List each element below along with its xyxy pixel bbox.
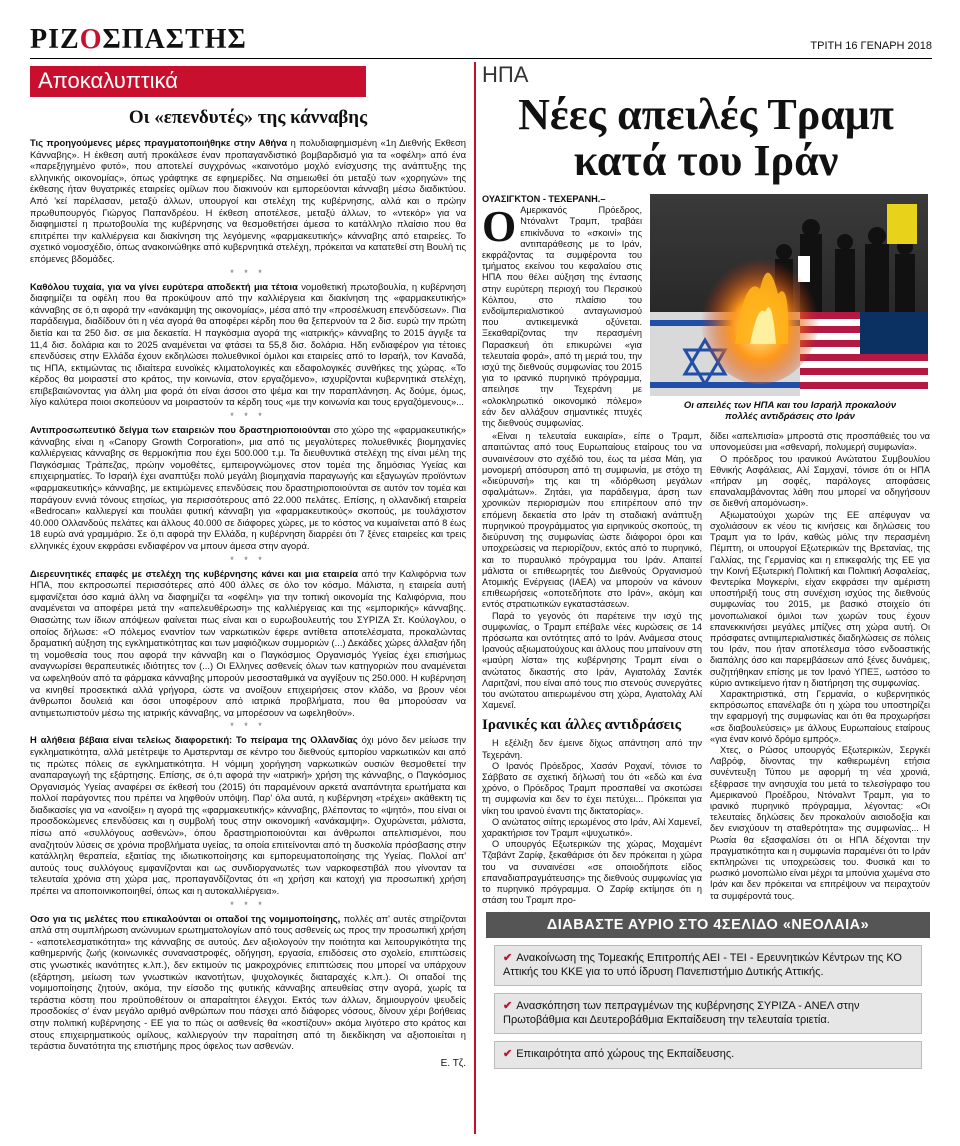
- separator: * * *: [230, 554, 266, 565]
- promo-item: ✔ Ανασκόπηση των πεπραγμένων της κυβέρνησης ΣΥΡΙΖΑ - ΑΝΕΛ στην Πρωτοβάθμια και Δευτεροβάθμια Εκπαίδευση την τελευταία τριετία.: [494, 993, 922, 1034]
- paragraph: Τις προηγούμενες μέρες πραγματοποιήθηκε στην Αθήνα η πολυδιαφημισμένη «1η Διεθνής Εκθεση Κάνναβης». Η έκθεση αυτή προκάλεσε έναν προπαγανδιστικό βομβαρδισμό για τα «οφέλη» από ένα «παρεξηγημένο φυτό», που αποτελεί συγχρόνως «καινοτόμο μοχλό ενίσχυσης της ανάπτυξης της ελληνικής οικονομίας», όπως γράφτηκε σε εφημερίδες. Να σημειωθεί ότι μεταξύ των «χορηγών» της έκθεσης ήταν θυγατρικές εταιρείες ομίλων που διακινούν και εμπορεύονται κάνναβη μέσω διαδικτύου. Από 'κεί παρέλασαν, μεταξύ άλλων, υπουργοί και στελέχη της κυβέρνησης, αλλά και ο πρώην πρωθυπουργός Γιώργος Παπανδρέου. Η έκθεση αποτέλεσε, μεταξύ άλλων, το «ντεκόρ» για να διαφημιστεί η πρωτοβουλία της κυβέρνησης να θεσμοθετήσει άμεσα το κατάλληλο πλαίσιο που θα επιτρέπει την καλλιέργεια και διακίνηση της λεγόμενης «φαρμακευτικής» κάνναβης από εταιρείες. Το σχετικό νομοσχέδιο, όπως ανακοινώθηκε από κυβερνητικά στελέχη, πρόκειται να κατατεθεί στη Βουλή τις επόμενες βδομάδες.: [30, 137, 466, 264]
- section-banner: Αποκαλυπτικά: [30, 66, 366, 97]
- column-right: [710, 431, 930, 906]
- paragraph: Ο υπουργός Εξωτερικών της χώρας, Μοχαμέντ Τζαβάντ Ζαρίφ, ξεκαθάρισε ότι δεν πρόκειται η χώρα του να συναινέσει «σε οποιοδήποτε είδος επαναδιαπραγμάτευσης» της διεθνούς συμφωνίας για το πυρηνικό πρόγραμμα. Ο Ζαρίφ εκτίμησε ότι η στάση του Τραμπ προ-: [482, 839, 702, 906]
- masthead: ΡΙΖΟΣΠΑΣΤΗΣ: [30, 24, 247, 55]
- paragraph: Παρά το γεγονός ότι παρέτεινε την ισχύ της συμφωνίας, ο Τραμπ επέβαλε νέες κυρώσεις σε 14 πρόσωπα και οντότητες από το Ιράν. Ανάμεσα στους Ιρανούς αξιωματούχους και άλλους που μπαίνουν στη «μαύρη λίστα» της κυβέρνησης Τραμπ είναι ο ανώτατος δικαστής στο Ιράν, Αγιατολάχ Σαντέκ Λαριτζανί, που είναι από τους πιο στενούς συνεργάτες του ανώτατου αιτιερωμένου στη χώρα, Αγιατολάχ Αλί Χαμενεΐ.: [482, 610, 702, 711]
- paragraph: Καθόλου τυχαία, για να γίνει ευρύτερα αποδεκτή μια τέτοια νομοθετική πρωτοβουλία, η κυβέρνηση διαφημίζει τα οφέλη που θα προκύψουν από την καλλιέργεια και διακίνηση της «φαρμακευτικής» κάνναβης σε ό,τι αφορά την «ανάκαμψη της οικονομίας», μέσα από την «προσέλκυση επενδύσεων». Πια παράδειγμα, διαδίδουν ότι η νέα αγορά θα αποφέρει κέρδη που θα ξεπερνούν τα 2 δισ. ευρώ την πρώτη διετία και τα 250 δισ. σε μια δεκαετία. Η παγκόσμια αγορά της «ιατρικής» κάνναβης το 2015 άγγιξε τα 11,4 δισ. δολάρια και το 2025 αναμένεται να φτάσει τα 55,8 δισ. δολάρια. Ηδη ενδιαφέρον για τέτοιες επενδύσεις στην Ελλάδα έχουν εκδηλώσει πολυεθνικοί όμιλοι και εταιρείες από το Ισραήλ, τον Καναδά, τις ΗΠΑ, εκτιμώντας τις ιδιαίτερα ευνοϊκές κλιματολογικές και εδαφολογικές συνθήκες της χώρας. «Το κέρδος θα μοιραστεί στο κράτος, την κοινωνία, στον εργαζόμενο», ισχυρίζονται κυβερνητικά στελέχη, επιβεβαιώνοντας για άλλη μια φορά ότι είναι άσσοι στο ψέμα και την παραπλάνηση. Ας δούμε, όμως, λίγο καλύτερα ποιοι σκοπεύουν να μοιραστούν τα κέρδη τους «με την κοινωνία και τους εργαζόμενους»...: [30, 280, 467, 408]
- author-signature: Ε. Τζ.: [440, 1057, 466, 1069]
- paragraph: Αντιπροσωπευτικό δείγμα των εταιρειών που δραστηριοποιούνται στο χώρο της «φαρμακευτικής» κάνναβης είναι η «Canopy Growth Corporation», μια από τις μεγαλύτερες πολυεθνικές βιομηχανίες καλλιέργειας κάνναβης σε θερμοκήπια που έχει 500.000 τ.μ. Τα διευθυντικά στελέχη της είναι μέλη της Παγκόσμιας Τράπεζας, πρώην νομοθέτες, εμπειρογνώμονες στον τομέα της δημόσιας Υγείας και επιχειρηματίες. Το Ισραήλ έχει αναπτύξει πολύ μεγάλη βιομηχανία παραγωγής και εξαγωγών προϊόντων «φαρμακευτικής» κάνναβης, με εκτιμώμενες επενδύσεις που δραστηριοποιούνται σε αυτόν τον τομέα και παράγουν εννιά τόνους ετησίως, για περισσότερους από 22.000 πελάτες. Επίσης, η ολλανδική εταιρεία «Bedrocan» καλλιεργεί και πουλάει φυτική κάνναβη για «φαρμακευτικούς» σκοπούς, με τουλάχιστον 40.000 Ολλανδούς πελάτες και άλλους 40.000 σε διάφορες χώρες, με το κόστος να κυμαίνεται από 8 έως 18 ευρώ ανά γραμμάριο. Σε ό,τι αφορά την Ελλάδα, η κυβέρνηση διαρρέει ότι 7 ξένες εταιρείες και τρεις ελληνικές έχουν εκφράσει ενδιαφέρον να μπουν άμεσα στην αγορά.: [30, 424, 467, 551]
- separator: * * *: [230, 899, 266, 910]
- kicker: ΗΠΑ: [482, 62, 529, 87]
- paragraph: Οσο για τις μελέτες που επικαλούνται οι οπαδοί της νομιμοποίησης, πολλές απ' αυτές στηρίζονται απλά στη συμπλήρωση ανώνυμων ερωτηματολογίων από τους ασθενείς ως προς την προσωπική χρήση - «αποτελεσματικότητα» της κάνναβης σε αυτούς. Δεν αξιολογούν την ποιότητα και λειτουργικότητα της καθημερινής ζωής (κοινωνικές συναναστροφές, οδήγηση, εργασία, επιδόσεις στο σχολείο, επιπτώσεις στις γνωστικές ικανότητες κ.λπ.), δεν εκτιμούν τις μακροχρόνιες επιπτώσεις που μπορεί να υπάρχουν (εξάρτηση, μείωση των γνωστικών ικανοτήτων, ψυχολογικές διαταραχές κ.λπ.). Οι οπαδοί της νομιμοποίησης ζητούν, ακόμα, την είσοδο της φυτικής κάνναβης απευθείας στην αγορά, χωρίς τα τεράστια κόστη που προϋποθέτουν οι απαραίτητοι έλεγχοι. Εκτός των άλλων, δημιουργούν ψευδείς προσδοκίες σ' έναν μεγάλο αριθμό ανθρώπων που πάσχει από διάφορες νόσους, δίνουν χέρι βοήθειας στην πολιτική κυβέρνησης - ΕΕ για το πώς οι ασθενείς θα «κοστίζουν» ακόμα λιγότερο στο κράτος και στους επιχειρηματικούς ομίλους, καλλιεργούν την παραίτηση από τη διεκδίκηση να αξιοποιείται η τεράστια δυνατότητα της επιστήμης προς όφελος των ασθενών.: [30, 912, 467, 1052]
- paragraph-rest: όχι μόνο δεν μείωσε την εγκληματικότητα, αλλά μετέτρεψε το Αμστερνταμ σε κέντρο του διεθνούς εμπορίου ναρκωτικών και από τις πρώτες πόλεις σε εγκληματικότητα. Η νόμιμη χορήγηση ναρκωτικών ουσιών θεσμοθετεί την αναπαραγωγή της εξάρτησης. Επίσης, σε ό,τι αφορά την «ιατρική» χρήση της κάνναβης, ο Παγκόσμιος Οργανισμός Υγείας αναφέρει σε έκθεσή του (2015) ότι παραμένουν αρκετά αναπάντητα ερωτήματα και πολλοί παράγοντες που πρέπει να ληφθούν υπόψη. Παρ' όλα αυτά, η κυβέρνηση «τρέχει» ακάθεκτη τις διαδικασίες για να «ανοίξει» η αγορά της «φαρμακευτικής» κάνναβης, βλέποντας το «ψητό», που είναι οι προσδοκώμενες επενδύσεις και η συμβολή τους στην οικονομική «ανάκαμψη». Οχυρώνεται, μάλιστα, πίσω από «συλλόγους ασθενών», όπου δραστηριοποιούνται και άνθρωποι απελπισμένοι, που αναζητούν λύσεις σε χρόνια προβλήματα υγείας, τα οποία επιτείνονται από τη δυσκολία πρόσβασης στην κατάλληλη θεραπεία, εξαιτίας της ιδιωτικοποίησης και εμπορευματοποίησης της Υγείας. Πολλοί απ' αυτούς τους συλλόγους εμφανίζονται και ως συνδιοργανωτές των ναρκοφεστιβάλ που γίνονταν τα τελευταία χρόνια στη χώρα μας, προπαγανδίζοντας ότι «η χρήση και κατοχή για προσωπική χρήση πρέπει να αποποινικοποιηθεί, όπως και η αυτοκαλλιέργεια».: [30, 734, 467, 897]
- column-1: [482, 194, 642, 429]
- paragraph-rest: η πολυδιαφημισμένη «1η Διεθνής Εκθεση Κάνναβης». Η έκθεση αυτή προκάλεσε έναν προπαγανδιστικό βομβαρδισμό για τα «οφέλη» από ένα «παρεξηγημένο φυτό», που αποτελεί συγχρόνως «καινοτόμο μοχλό ενίσχυσης της ανάπτυξης της ελληνικής οικονομίας», όπως γράφτηκε σε εφημερίδες. Να σημειωθεί ότι μεταξύ των «χορηγών» της έκθεσης ήταν θυγατρικές εταιρείες ομίλων που διακινούν και εμπορεύονται κάνναβη μέσω διαδικτύου. Από 'κεί παρέλασαν, μεταξύ άλλων, υπουργοί και στελέχη της κυβέρνησης, αλλά και ο πρώην πρωθυπουργός Γιώργος Παπανδρέου. Η έκθεση αποτέλεσε, μεταξύ άλλων, το «ντεκόρ» για να διαφημιστεί η πρωτοβουλία της κυβέρνησης να θεσμοθετήσει άμεσα το κατάλληλο πλαίσιο που θα επιτρέπει την καλλιέργεια και διακίνηση της λεγόμενης «φαρμακευτικής» κάνναβης από εταιρείες. Το σχετικό νομοσχέδιο, όπως ανακοινώθηκε από κυβερνητικά στελέχη, πρόκειται να κατατεθεί στη Βουλή τις επόμενες βδομάδες.: [30, 137, 466, 264]
- photo-caption: Οι απειλές των ΗΠΑ και του Ισραήλ προκαλούν πολλές αντιδράσεις στο Ιράν: [683, 400, 897, 422]
- lead-paragraph: Ο Αμερικανός Πρόεδρος, Ντόναλντ Τραμπ, τραβάει επικίνδυνα το «σκοινί» της αντιπαράθεσης με το Ιράν, εκφράζοντας τα συμφέροντα του τμήματος εκείνου του κεφαλαίου στις ΗΠΑ που θέλει αύξηση της έντασης στην ευρύτερη περιοχή του Περσικού Κόλπου, στο πλαίσιο του ενδοϊμπεριαλιστικού ανταγωνισμού που αντικειμενικά οξύνεται. Ξεκαθαρίζοντας την περασμένη Παρασκευή ότι επικυρώνει «για τελευταία φορά», από τη μεριά του, την ισχύ της διεθνούς συμφωνίας του 2015 για το ιρανικό πυρηνικό πρόγραμμα, απειλησε την Τεχεράνη με «ολοκληρωτικό οικονομικό πόλεμο» εάν δεν αλλάξουν σημαντικές πτυχές της διεθνούς συμφωνίας.: [482, 202, 642, 429]
- article-title: Οι «επενδυτές» της κάνναβης: [128, 107, 368, 128]
- promo-box: [486, 912, 930, 1076]
- check-icon: ✔: [503, 1000, 513, 1012]
- top-rule: [30, 58, 932, 59]
- paragraph: Ο ανώτατος σιίτης ιερωμένος στο Ιράν, Αλί Χαμενεΐ, χαρακτήρισε τον Τραμπ «ψυχωτικό».: [482, 816, 702, 838]
- column-left: [482, 431, 702, 906]
- paragraph: Αξιωματούχοι χωρών της ΕΕ απέφυγαν να σχολιάσουν εκ νέου τις κινήσεις και δηλώσεις του Τραμπ για το Ιράν, καθώς μόλις την περασμένη Πέμπτη, οι υπουργοί Εξωτερικών της Βρετανίας, της Γαλλίας, της Γερμανίας και η επικεφαλής της ΕΕ για την Κοινή Εξωτερική Πολιτική και Πολιτική Ασφαλείας, Φεντερίκα Μογκερίνι, είχαν εκφράσει την αμέριστη υποστήριξή τους στη συνέχιση ισχύος της διεθνούς συμφωνίας του 2015, με βασικό στοιχείο ότι μονοπωλιακοί όμιλοι των χωρών τους έχουν επανεκκινήσει μεγάλες μπίζνες στη χώρα αυτή. Οι πρόσφατες αντιιμπεριαλιστικές διαδηλώσεις σε πόλεις του Ιράν, που ήταν αποτέλεσμα τόσο ενδοαστικής διαπάλης όσο και παρεμβάσεων από ξένες δυνάμεις, συζητήθηκαν επίσης με τον Ιρανό ΥΠΕΞ, ωστόσο το κύριο αντικείμενο ήταν η διατήρηση της συμφωνίας.: [710, 509, 930, 688]
- right-article: [482, 62, 930, 906]
- paragraph: Η αλήθεια βέβαια είναι τελείως διαφορετική: Το πείραμα της Ολλανδίας όχι μόνο δεν μείωσε την εγκληματικότητα, αλλά μετέτρεψε το Αμστερνταμ σε κέντρο του διεθνούς εμπορίου ναρκωτικών και από τις πρώτες πόλεις σε εγκληματικότητα. Η νόμιμη χορήγηση ναρκωτικών ουσιών θεσμοθετεί την αναπαραγωγή της εξάρτησης. Επίσης, σε ό,τι αφορά την «ιατρική» χρήση της κάνναβης, ο Παγκόσμιος Οργανισμός Υγείας αναφέρει σε έκθεσή του (2015) ότι παραμένουν αρκετά αναπάντητα ερωτήματα και πολλοί παράγοντες που πρέπει να ληφθούν υπόψη. Παρ' όλα αυτά, η κυβέρνηση «τρέχει» ακάθεκτη τις διαδικασίες για να «ανοίξει» η αγορά της «φαρμακευτικής» κάνναβης, βλέποντας το «ψητό», που είναι οι προσδοκώμενες επενδύσεις και η συμβολή τους στην οικονομική «ανάκαμψη». Οχυρώνεται, μάλιστα, πίσω από «συλλόγους ασθενών», όπου δραστηριοποιούνται και άνθρωποι απελπισμένοι, που αναζητούν λύσεις σε χρόνια προβλήματα υγείας, τα οποία επιτείνονται από τη δυσκολία πρόσβασης στην κατάλληλη θεραπεία, εξαιτίας της ιδιωτικοποίησης και εμπορευματοποίησης της Υγείας. Πολλοί απ' αυτούς τους συλλόγους εμφανίζονται και ως συνδιοργανωτές των ναρκοφεστιβάλ που γίνονταν τα τελευταία χρόνια στη χώρα μας, προπαγανδίζοντας ότι «η χρήση και κατοχή για προσωπική χρήση πρέπει να αποποινικοποιηθεί, όπως και η αυτοκαλλιέργεια».: [30, 734, 467, 897]
- paragraph-rest: από την Καλιφόρνια των ΗΠΑ, που εκπροσωπεί περισσότερες από 400 άλλες σε όλο τον κόσμο. Μάλιστα, η εταιρεία αυτή εμφανίζεται όσο καμιά άλλη να διαφημίζει τα «οφέλη» για την τοπική οικονομία της Καλιφόρνια, που αναμένεται να αποφέρει μετά την «απελευθέρωση» της καλλιέργειας και της «εμπορικής» κάνναβης. Θιασώτης των ίδιων απόψεων φαίνεται πως είναι και ο ευρωβουλευτής του ΣΥΡΙΖΑ Στ. Κούλογλου, ο οποίος δήλωσε: «Ο πόλεμος εναντίον των ναρκωτικών έφερε αντίθετα αποτελέσματα, προκαλώντας δραματική αύξηση της εγκληματικότητας και των μαφιόζικων συμμοριών (...) Δεκάδες χώρες άλλαξαν ήδη τη νομοθεσία τους που αφορά την κάνναβη και ο Παγκόσμιος Οργανισμός Υγείας έχει επισήμως αναγνωρίσει θεραπευτικές ιδιότητες τον (...) Οι Ελληνες ασθενείς όλων των κατηγοριών που αναμένεται να ωφεληθούν από τα φάρμακα κάνναβης μπορούν μεσοσταθμικά να αγγίξουν τις 250.000. Η κυβέρνηση να κινηθεί προσεκτικά αλλά γρήγορα, ώστε να ανοίξουν επιχειρήσεις στον κλάδο, να βρουν νέοι άνθρωποι δουλειά και όσοι υποφέρουν από ιατρικά προβλήματα, που θα μπορούσαν να αντιμετωπιστούν μέσω της ιατρικής κάνναβης, να μπορέσουν να ωφεληθούν».: [30, 567, 466, 718]
- check-icon: ✔: [503, 1048, 513, 1060]
- paragraph-rest: στο χώρο της «φαρμακευτικής» κάνναβης είναι η «Canopy Growth Corporation», μια από τις μεγαλύτερες πολυεθνικές βιομηχανίες καλλιέργειας κάνναβης σε θερμοκήπια που έχει 500.000 τ.μ. Τα διευθυντικά στελέχη της είναι μέλη της Παγκόσμιας Τράπεζας, πρώην νομοθέτες, εμπειρογνώμονες στον τομέα της δημόσιας Υγείας και επιχειρηματίες. Το Ισραήλ έχει αναπτύξει πολύ μεγάλη βιομηχανία παραγωγής και εξαγωγών προϊόντων «φαρμακευτικής» κάνναβης, με εκτιμώμενες επενδύσεις που δραστηριοποιούνται σε αυτόν τον τομέα και παράγουν εννιά τόνους ετησίως, για περισσότερους από 22.000 πελάτες. Επίσης, η ολλανδική εταιρεία «Bedrocan» καλλιεργεί και πουλάει φυτική κάνναβη για «φαρμακευτικούς» σκοπούς, με τουλάχιστον 40.000 Ολλανδούς πελάτες και άλλους 40.000 σε διάφορες χώρες, με το κόστος να κυμαίνεται από 8 έως 18 ευρώ ανά γραμμάριο. Σε ό,τι αφορά την Ελλάδα, η κυβέρνηση διαρρέει ότι 7 ξένες εταιρείες και τρεις ελληνικές έχουν εκφράσει ενδιαφέρον να μπουν άμεσα στην αγορά.: [30, 424, 467, 551]
- paragraph-rest: νομοθετική πρωτοβουλία, η κυβέρνηση διαφημίζει τα οφέλη που θα προκύψουν από την καλλιέργεια και διακίνηση της «φαρμακευτικής» κάνναβης σε ό,τι αφορά την «ανάκαμψη της οικονομίας», μέσα από την «προσέλκυση επενδύσεων». Πια παράδειγμα, διαδίδουν ότι η νέα αγορά θα αποφέρει κέρδη που θα ξεπερνούν τα 2 δισ. ευρώ την πρώτη διετία και τα 250 δισ. σε μια δεκαετία. Η παγκόσμια αγορά της «ιατρικής» κάνναβης το 2015 άγγιξε τα 11,4 δισ. δολάρια και το 2025 αναμένεται να φτάσει τα 55,8 δισ. δολάρια. Ηδη ενδιαφέρον για τέτοιες επενδύσεις στην Ελλάδα έχουν εκδηλώσει πολυεθνικοί όμιλοι και εταιρείες από το Ισραήλ, τον Καναδά, τις ΗΠΑ, εκτιμώντας τις ιδιαίτερα ευνοϊκές κλιματολογικές και εδαφολογικές συνθήκες της χώρας. «Το κέρδος θα μοιραστεί στο κράτος, την κοινωνία, στον εργαζόμενο», ισχυρίζονται κυβερνητικά στελέχη, επιβεβαιώνοντας για άλλη μια φορά ότι είναι άσσοι στο ψέμα και την παραπλάνηση. Ας δούμε, όμως, λίγο καλύτερα ποιοι σκοπεύουν να μοιραστούν τα κέρδη τους «με την κοινωνία και τους εργαζόμενους»...: [30, 280, 467, 408]
- promo-item: ✔ Ανακοίνωση της Τομεακής Επιτροπής ΑΕΙ - ΤΕΙ - Ερευνητικών Κέντρων της ΚΟ Αττικής του ΚΚΕ για το υπό ίδρυση Πανεπιστήμιο Δυτικής Αττικής.: [494, 945, 922, 986]
- photo-column: [650, 194, 930, 429]
- drop-cap: Ο: [482, 202, 517, 252]
- paragraph: δίδει «απελπισία» μπροστά στις προσπάθειές του να υπονομεύσει μια «σθεναρή, πολυμερή συμφωνία».: [710, 431, 930, 453]
- paragraph-rest: πολλές απ' αυτές στηρίζονται απλά στη συμπλήρωση ανώνυμων ερωτηματολογίων από τους ασθενείς ως προς την προσωπική χρήση - «αποτελεσματικότητα» της κάνναβης σε αυτούς. Δεν αξιολογούν την ποιότητα και λειτουργικότητα της καθημερινής ζωής (κοινωνικές συναναστροφές, οδήγηση, εργασία, επιδόσεις στο σχολείο, επιπτώσεις στις γνωστικές ικανότητες κ.λπ.), δεν εκτιμούν τις μακροχρόνιες επιπτώσεις που μπορεί να υπάρχουν (εξάρτηση, μείωση των γνωστικών ικανοτήτων, ψυχολογικές διαταραχές κ.λπ.). Οι οπαδοί της νομιμοποίησης ζητούν, ακόμα, την είσοδο της φυτικής κάνναβης απευθείας στην αγορά, χωρίς τα τεράστια κόστη που προϋποθέτουν οι απαραίτητοι έλεγχοι. Εκτός των άλλων, δημιουργούν ψευδείς προσδοκίες σ' έναν μεγάλο αριθμό ανθρώπων που πάσχει από διάφορες νόσους, δίνουν χέρι βοήθειας στην πολιτική κυβέρνησης - ΕΕ για το πώς οι ασθενείς θα «κοστίζουν» ακόμα λιγότερο στο κράτος και στους επιχειρηματικούς ομίλους, καλλιεργούν την παραίτηση από τη διεκδίκηση να αξιοποιείται η τεράστια δυνατότητα της επιστήμης προς όφελος των ασθενών.: [30, 912, 467, 1052]
- paragraph: Διερευνητικές επαφές με στελέχη της κυβέρνησης κάνει και μια εταιρεία από την Καλιφόρνια των ΗΠΑ, που εκπροσωπεί περισσότερες από 400 άλλες σε όλο τον κόσμο. Μάλιστα, η εταιρεία αυτή εμφανίζεται όσο καμιά άλλη να διαφημίζει τα «οφέλη» για την τοπική οικονομία της Καλιφόρνια, που αναμένεται να αποφέρει μετά την «απελευθέρωση» της καλλιέργειας και της «εμπορικής» κάνναβης. Θιασώτης των ίδιων απόψεων φαίνεται πως είναι και ο ευρωβουλευτής του ΣΥΡΙΖΑ Στ. Κούλογλου, ο οποίος δήλωσε: «Ο πόλεμος εναντίον των ναρκωτικών έφερε αντίθετα αποτελέσματα, προκαλώντας δραματική αύξηση της εγκληματικότητας και των μαφιόζικων συμμοριών (...) Δεκάδες χώρες άλλαξαν ήδη τη νομοθεσία τους που αφορά την κάνναβη και ο Παγκόσμιος Οργανισμός Υγείας έχει επισήμως αναγνωρίσει θεραπευτικές ιδιότητες τον (...) Οι Ελληνες ασθενείς όλων των κατηγοριών που αναμένεται να ωφεληθούν από τα φάρμακα κάνναβης μπορούν μεσοσταθμικά να αγγίξουν τις 250.000. Η κυβέρνηση να κινηθεί προσεκτικά αλλά γρήγορα, ώστε να ανοίξουν επιχειρήσεις στον κλάδο, να βρουν νέοι άνθρωποι δουλειά και όσοι υποφέρουν από ιατρικά προβλήματα, που θα μπορούσαν να αντιμετωπιστούν μέσω της ιατρικής κάνναβης, να μπορέσουν να ωφεληθούν».: [30, 567, 466, 718]
- promo-banner: ΔΙΑΒΑΣΤΕ ΑΥΡΙΟ ΣΤΟ 4ΣΕΛΙΔΟ «ΝΕΟΛΑΙΑ»: [486, 912, 930, 938]
- issue-date: ΤΡΙΤΗ 16 ΓΕΝΑΡΗ 2018: [810, 40, 932, 52]
- separator: * * *: [230, 721, 266, 732]
- protest-flag-burning-image: [650, 194, 928, 396]
- left-article: [30, 62, 466, 1069]
- paragraph: «Είναι η τελευταία ευκαιρία», είπε ο Τραμπ, απαιτώντας από τους Ευρωπαίους εταίρους του να συναινέσουν στο σχέδιό του, έως τα μέσα Μάη, για μονομερή απόσυρση από τη συμφωνία, με στόχο τη «διεύρυνσή» της και τη «διόρθωση μεγάλων σφαλμάτων». Ζητάει, για παράδειγμα, άρση των χρονικών περιορισμών που επιτρέπουν από την επόμενη δεκαετία στο Ιράν τη σταδιακή ανάπτυξη πυρηνικού προγράμματος για ειρηνικούς σκοπούς, τη διεύρυνση της συμφωνίας ώστε διάφοροι όροι και υποχρεώσεις να περιορίζουν, εκτός από το πυρηνικό, και το πυραυλικό πρόγραμμα του Ιράν. Απαιτεί μάλιστα οι επιθεωρητές του Διεθνούς Οργανισμού Ατομικής Ενέργειας (ΙΑΕΑ) να μπορούν να κάνουν επιθεωρήσεις «οποτεδήποτε στο Ιράν», ακόμη και εντός στρατιωτικών εγκαταστάσεων.: [482, 431, 702, 610]
- paragraph: Η εξέλιξη δεν έμεινε δίχως απάντηση από την Τεχεράνη.: [482, 738, 702, 760]
- separator: * * *: [230, 411, 266, 422]
- paragraph: Ο πρόεδρος του ιρανικού Ανώτατου Συμβουλίου Εθνικής Ασφάλειας, Αλί Σαμχανί, τόνισε ότι οι ΗΠΑ «πήραν μη σοφές, παράλογες αποφάσεις επαναλαμβάνοντας λάθη που μπορεί να οδηγήσουν σε διεθνή απομόνωση».: [710, 453, 930, 509]
- check-icon: ✔: [503, 952, 513, 964]
- column-divider: [474, 62, 476, 1134]
- paragraph: Ο Ιρανός Πρόεδρος, Χασάν Ροχανί, τόνισε το Σάββατο σε σχετική δήλωσή του ότι «εδώ και ένα χρόνο, ο Πρόεδρος Τραμπ προσπαθεί να σκοτώσει τη συμφωνία και δεν το έχει πετύχει... Πρόκειται για νίκη του ιρανού έναντι της δικτατορίας».: [482, 760, 702, 816]
- promo-item: ✔ Επικαιρότητα από χώρους της Εκπαίδευσης.: [494, 1041, 922, 1069]
- dateline: ΟΥΑΣΙΓΚΤΟΝ - ΤΕΧΕΡΑΝΗ.–: [482, 194, 606, 204]
- separator: * * *: [230, 267, 266, 278]
- paragraph: Χαρακτηριστικά, στη Γερμανία, ο κυβερνητικός εκπρόσωπος επανέλαβε ότι η χώρα του υποστηρίζει την εφαρμογή της συμφωνίας και ότι θα προχωρήσει «σε διαβουλεύσεις» με άλλους Ευρωπαίους εταίρους «για έναν κοινό δρόμο εμπρός».: [710, 688, 930, 744]
- paragraph: Χτες, ο Ρώσος υπουργός Εξωτερικών, Σεργκέι Λαβρόφ, δίνοντας την καθιερωμένη ετήσια συνέντευξη Τύπου με αφορμή τη νέα χρονιά, εξέφρασε την ανησυχία του μετά το τελεσίγραφο του Αμερικανού Προέδρου, Ντόναλντ Τραμπ, για το ιρανικό πυρηνικό πρόγραμμα, λέγοντας: «Οι τελευταίες δηλώσεις δεν προκαλούν αισιοδοξία και δεν ενισχύουν τη σταθερότητα» της συμφωνίας... Η Ρωσία θα εξασφαλίσει ότι οι ΗΠΑ δέχονται την πραγματικότητα και η συμφωνία παραμένει ότι το Ιράν εκπληρώνει τις υποχρεώσεις του. Φυσικά και το ρωσικό μονοπώλιο είναι μέχρι τα μπούνια χωμένα στο Ιράν και δεν πρόκειται να επιτρέψουν να πειραχτούν τα συμφέροντά τους.: [710, 744, 930, 901]
- headline: Νέες απειλές Τραμπ κατά του Ιράν: [518, 90, 894, 185]
- protest-photo: [650, 194, 928, 396]
- subheading: Ιρανικές και άλλες αντιδράσεις: [482, 717, 682, 734]
- masthead-logo-letter: Ο: [79, 24, 103, 55]
